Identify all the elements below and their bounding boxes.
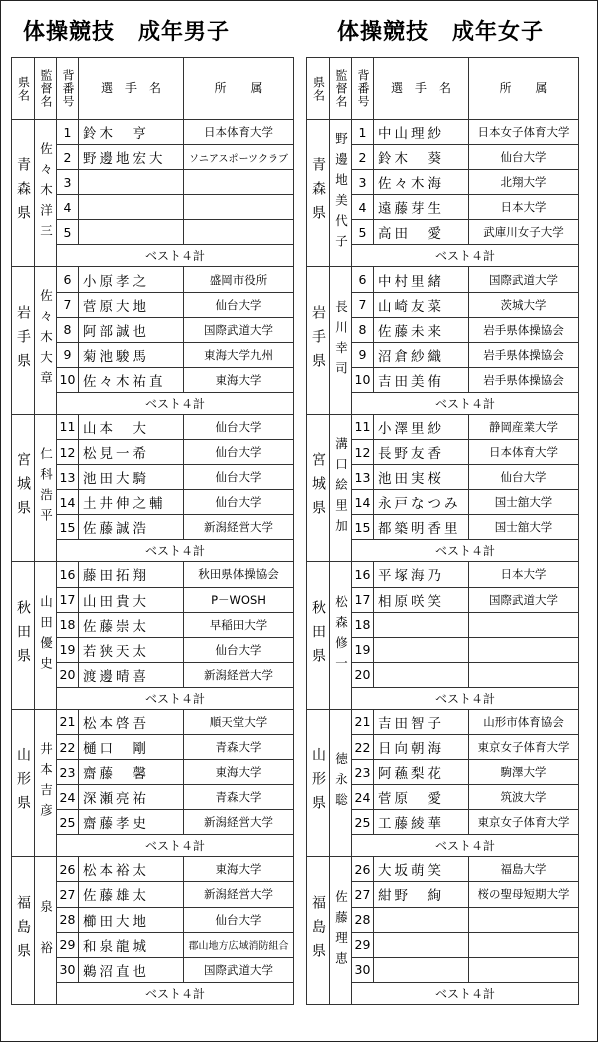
prefecture-cell	[12, 414, 35, 561]
affiliation-cell: 青森大学	[184, 734, 294, 759]
affiliation-cell: 岩手県体操協会	[469, 342, 579, 367]
prefecture-cell	[12, 267, 35, 414]
number-cell: 9	[352, 342, 374, 367]
table-row	[12, 709, 294, 734]
coach-cell-text: 佐藤理恵	[333, 889, 349, 972]
affiliation-cell	[184, 170, 294, 195]
number-cell: 1	[352, 120, 374, 145]
affiliation-cell: 新潟経営大学	[184, 515, 294, 540]
affiliation-cell: 青森大学	[184, 785, 294, 810]
affiliation-cell: P－WOSH	[184, 587, 294, 612]
affiliation-cell: 仙台大学	[184, 292, 294, 317]
number-cell: 17	[352, 587, 374, 612]
affiliation-cell: 北翔大学	[469, 170, 579, 195]
athlete-name-cell: 渡邊晴喜	[79, 662, 184, 687]
best4-total-label: ベスト４計	[57, 540, 294, 562]
best4-total-label: ベスト４計	[352, 540, 579, 562]
athlete-name-cell: 永戸なつみ	[374, 490, 469, 515]
affiliation-cell	[184, 220, 294, 245]
prefecture-cell	[12, 857, 35, 1004]
number-cell: 6	[57, 267, 79, 292]
affiliation-cell: 静岡産業大学	[469, 414, 579, 439]
affiliation-cell: 国際武道大学	[184, 317, 294, 342]
number-cell: 26	[352, 857, 374, 882]
athlete-name-cell: 佐藤誠浩	[79, 515, 184, 540]
number-cell: 16	[57, 562, 79, 587]
affiliation-cell	[469, 907, 579, 932]
coach-cell-text: 井本吉彦	[38, 742, 54, 825]
affiliation-cell: 岩手県体操協会	[469, 367, 579, 392]
athlete-name-cell: 藤田拓翔	[79, 562, 184, 587]
coach-cell	[35, 120, 57, 267]
affiliation-cell	[184, 195, 294, 220]
number-cell: 13	[57, 465, 79, 490]
coach-cell	[35, 267, 57, 414]
affiliation-cell	[469, 662, 579, 687]
affiliation-cell: 仙台大学	[469, 465, 579, 490]
affiliation-cell: 新潟経営大学	[184, 810, 294, 835]
number-cell: 24	[57, 785, 79, 810]
number-cell: 6	[352, 267, 374, 292]
coach-cell-text: 松森修一	[333, 594, 349, 677]
affiliation-cell: 福島大学	[469, 857, 579, 882]
affiliation-cell	[469, 932, 579, 957]
athlete-name-cell	[79, 170, 184, 195]
number-cell: 15	[57, 515, 79, 540]
number-cell: 2	[352, 145, 374, 170]
affiliation-cell: 郡山地方広域消防組合	[184, 932, 294, 957]
affiliation-cell: 日本体育大学	[469, 440, 579, 465]
header-coach: 監督名	[330, 58, 352, 120]
affiliation-cell: 山形市体育協会	[469, 709, 579, 734]
athlete-name-cell: 山本 大	[79, 414, 184, 439]
affiliation-cell: 仙台大学	[184, 465, 294, 490]
affiliation-cell: 筑波大学	[469, 785, 579, 810]
athlete-name-cell: 遠藤芽生	[374, 195, 469, 220]
prefecture-cell-text: 秋田県	[15, 599, 31, 672]
athlete-name-cell: 相原咲笑	[374, 587, 469, 612]
affiliation-cell: 日本体育大学	[184, 120, 294, 145]
prefecture-cell-text: 山形県	[310, 747, 326, 820]
number-cell: 29	[352, 932, 374, 957]
number-cell: 1	[57, 120, 79, 145]
number-cell: 30	[57, 957, 79, 982]
affiliation-cell: 順天堂大学	[184, 709, 294, 734]
number-cell: 19	[57, 637, 79, 662]
best4-total-label: ベスト４計	[57, 245, 294, 267]
affiliation-cell	[469, 612, 579, 637]
best4-total-label: ベスト４計	[352, 982, 579, 1004]
number-cell: 20	[352, 662, 374, 687]
athlete-name-cell: 鈴木 葵	[374, 145, 469, 170]
table-row	[307, 857, 579, 882]
athlete-name-cell: 大坂萌笑	[374, 857, 469, 882]
best4-total-label: ベスト４計	[57, 982, 294, 1004]
number-cell: 18	[57, 612, 79, 637]
number-cell: 27	[352, 882, 374, 907]
athlete-name-cell: 佐藤未来	[374, 317, 469, 342]
number-cell: 16	[352, 562, 374, 587]
number-cell: 10	[57, 367, 79, 392]
affiliation-cell: 仙台大学	[184, 907, 294, 932]
affiliation-cell: 仙台大学	[184, 637, 294, 662]
prefecture-cell	[12, 562, 35, 709]
coach-cell	[330, 857, 352, 1004]
affiliation-cell: 武庫川女子大学	[469, 220, 579, 245]
athlete-name-cell	[374, 957, 469, 982]
coach-cell-text: 徳永聡	[333, 752, 349, 814]
table-row	[307, 709, 579, 734]
athlete-name-cell: 菊池駿馬	[79, 342, 184, 367]
number-cell: 8	[57, 317, 79, 342]
athlete-name-cell: 山田貴大	[79, 587, 184, 612]
prefecture-cell	[307, 562, 330, 709]
athlete-name-cell: 松本啓吾	[79, 709, 184, 734]
coach-cell	[330, 267, 352, 414]
athlete-name-cell	[79, 220, 184, 245]
prefecture-cell	[307, 709, 330, 856]
affiliation-cell: 東海大学九州	[184, 342, 294, 367]
athlete-name-cell: 鈴木 亨	[79, 120, 184, 145]
athlete-name-cell: 佐藤雄太	[79, 882, 184, 907]
number-cell: 20	[57, 662, 79, 687]
number-cell: 2	[57, 145, 79, 170]
prefecture-cell-text: 岩手県	[15, 304, 31, 377]
athlete-name-cell: 高田 愛	[374, 220, 469, 245]
athlete-name-cell: 小澤里紗	[374, 414, 469, 439]
number-cell: 4	[352, 195, 374, 220]
affiliation-cell: 岩手県体操協会	[469, 317, 579, 342]
coach-cell-text: 泉 裕	[38, 899, 54, 962]
athlete-name-cell	[374, 662, 469, 687]
header-coach: 監督名	[35, 58, 57, 120]
number-cell: 14	[57, 490, 79, 515]
affiliation-cell: 国際武道大学	[184, 957, 294, 982]
athlete-name-cell	[374, 612, 469, 637]
prefecture-cell-text: 岩手県	[310, 304, 326, 377]
number-cell: 29	[57, 932, 79, 957]
coach-cell-text: 溝口絵里加	[333, 436, 349, 540]
best4-total-label: ベスト４計	[352, 245, 579, 267]
athlete-name-cell: 池田実桜	[374, 465, 469, 490]
prefecture-cell-text: 福島県	[310, 894, 326, 967]
athlete-name-cell: 工藤綾華	[374, 810, 469, 835]
athlete-name-cell: 阿部誠也	[79, 317, 184, 342]
athlete-name-cell: 若狭天太	[79, 637, 184, 662]
prefecture-cell	[307, 267, 330, 414]
header-athlete-name: 選 手 名	[374, 58, 469, 120]
prefecture-cell-text: 青森県	[15, 157, 31, 230]
athlete-name-cell: 山崎友菜	[374, 292, 469, 317]
best4-total-label: ベスト４計	[352, 687, 579, 709]
athlete-name-cell: 菅原 愛	[374, 785, 469, 810]
athlete-name-cell: 沼倉紗織	[374, 342, 469, 367]
athlete-name-cell: 日向朝海	[374, 734, 469, 759]
affiliation-cell: 桜の聖母短期大学	[469, 882, 579, 907]
number-cell: 9	[57, 342, 79, 367]
prefecture-cell-text: 宮城県	[310, 452, 326, 525]
table-row	[12, 267, 294, 292]
prefecture-cell	[12, 120, 35, 267]
prefecture-cell	[307, 120, 330, 267]
header-number: 背番号	[352, 58, 374, 120]
affiliation-cell: 日本大学	[469, 562, 579, 587]
affiliation-cell: 秋田県体操協会	[184, 562, 294, 587]
number-cell: 21	[57, 709, 79, 734]
affiliation-cell: 日本大学	[469, 195, 579, 220]
prefecture-cell-text: 青森県	[310, 157, 326, 230]
number-cell: 7	[352, 292, 374, 317]
number-cell: 17	[57, 587, 79, 612]
number-cell: 12	[352, 440, 374, 465]
coach-cell	[330, 562, 352, 709]
affiliation-cell: 茨城大学	[469, 292, 579, 317]
women-roster-table	[306, 57, 579, 1005]
athlete-name-cell	[374, 932, 469, 957]
number-cell: 25	[57, 810, 79, 835]
best4-total-label: ベスト４計	[57, 392, 294, 414]
best4-total-label: ベスト４計	[352, 392, 579, 414]
athlete-name-cell: 阿蘓梨花	[374, 760, 469, 785]
prefecture-cell	[307, 414, 330, 561]
athlete-name-cell: 土井伸之輔	[79, 490, 184, 515]
men-roster-table	[11, 57, 294, 1005]
number-cell: 15	[352, 515, 374, 540]
affiliation-cell: 国士舘大学	[469, 515, 579, 540]
athlete-name-cell: 中山理紗	[374, 120, 469, 145]
number-cell: 13	[352, 465, 374, 490]
number-cell: 18	[352, 612, 374, 637]
coach-cell-text: 佐々木大章	[38, 289, 54, 392]
athlete-name-cell	[374, 637, 469, 662]
athlete-name-cell: 吉田美侑	[374, 367, 469, 392]
header-athlete-name: 選 手 名	[79, 58, 184, 120]
number-cell: 21	[352, 709, 374, 734]
table-row	[307, 120, 579, 145]
table-row	[12, 120, 294, 145]
coach-cell	[35, 709, 57, 856]
header-number: 背番号	[57, 58, 79, 120]
number-cell: 25	[352, 810, 374, 835]
coach-cell	[330, 120, 352, 267]
number-cell: 11	[352, 414, 374, 439]
athlete-name-cell: 松本裕太	[79, 857, 184, 882]
best4-total-label: ベスト４計	[57, 687, 294, 709]
number-cell: 23	[352, 760, 374, 785]
header-prefecture: 県名	[12, 58, 35, 120]
athlete-name-cell: 池田大騎	[79, 465, 184, 490]
number-cell: 5	[57, 220, 79, 245]
women-title: 体操競技 成年女子	[337, 20, 545, 45]
table-row	[12, 414, 294, 439]
prefecture-cell-text: 秋田県	[310, 599, 326, 672]
number-cell: 11	[57, 414, 79, 439]
coach-cell-text: 長川幸司	[333, 299, 349, 382]
prefecture-cell-text: 宮城県	[15, 452, 31, 525]
athlete-name-cell: 佐々木祐直	[79, 367, 184, 392]
table-row	[307, 562, 579, 587]
affiliation-cell: 東海大学	[184, 760, 294, 785]
coach-cell	[35, 562, 57, 709]
affiliation-cell: 仙台大学	[184, 440, 294, 465]
number-cell: 22	[57, 734, 79, 759]
coach-cell-text: 仁科浩平	[38, 447, 54, 530]
number-cell: 3	[352, 170, 374, 195]
athlete-name-cell	[374, 907, 469, 932]
number-cell: 28	[57, 907, 79, 932]
athlete-name-cell: 深瀬亮祐	[79, 785, 184, 810]
athlete-name-cell: 平塚海乃	[374, 562, 469, 587]
table-row	[307, 414, 579, 439]
affiliation-cell: 東海大学	[184, 857, 294, 882]
men-title: 体操競技 成年男子	[23, 20, 231, 45]
affiliation-cell: 国際武道大学	[469, 267, 579, 292]
athlete-name-cell: 齋藤孝史	[79, 810, 184, 835]
coach-cell	[330, 709, 352, 856]
best4-total-label: ベスト４計	[352, 835, 579, 857]
affiliation-cell: 仙台大学	[184, 490, 294, 515]
athlete-name-cell: 小原孝之	[79, 267, 184, 292]
athlete-name-cell: 吉田智子	[374, 709, 469, 734]
coach-cell	[35, 414, 57, 561]
prefecture-cell	[307, 857, 330, 1004]
number-cell: 7	[57, 292, 79, 317]
coach-cell-text: 佐々木洋三	[38, 141, 54, 245]
affiliation-cell	[469, 957, 579, 982]
number-cell: 12	[57, 440, 79, 465]
affiliation-cell: 早稲田大学	[184, 612, 294, 637]
number-cell: 27	[57, 882, 79, 907]
coach-cell-text: 野邊地美代子	[333, 131, 349, 255]
affiliation-cell: 新潟経営大学	[184, 882, 294, 907]
athlete-name-cell: 長野友香	[374, 440, 469, 465]
number-cell: 8	[352, 317, 374, 342]
table-row	[307, 267, 579, 292]
prefecture-cell-text: 福島県	[15, 894, 31, 967]
number-cell: 19	[352, 637, 374, 662]
header-affiliation: 所 属	[184, 58, 294, 120]
prefecture-cell-text: 山形県	[15, 747, 31, 820]
number-cell: 26	[57, 857, 79, 882]
affiliation-cell: 東京女子体育大学	[469, 734, 579, 759]
athlete-name-cell: 菅原大地	[79, 292, 184, 317]
affiliation-cell: 盛岡市役所	[184, 267, 294, 292]
athlete-name-cell: 和泉龍城	[79, 932, 184, 957]
coach-cell-text: 山田優史	[38, 594, 54, 677]
athlete-name-cell: 佐藤崇太	[79, 612, 184, 637]
header-affiliation: 所 属	[469, 58, 579, 120]
athlete-name-cell: 都築明香里	[374, 515, 469, 540]
athlete-name-cell: 樋口 剛	[79, 734, 184, 759]
prefecture-cell	[12, 709, 35, 856]
coach-cell	[35, 857, 57, 1004]
athlete-name-cell: 齋藤 馨	[79, 760, 184, 785]
athlete-name-cell: 紺野 絢	[374, 882, 469, 907]
header-prefecture: 県名	[307, 58, 330, 120]
athlete-name-cell: 中村里緒	[374, 267, 469, 292]
affiliation-cell: ソニアスポーツクラブ	[184, 145, 294, 170]
affiliation-cell: 国士舘大学	[469, 490, 579, 515]
athlete-name-cell: 松見一希	[79, 440, 184, 465]
number-cell: 10	[352, 367, 374, 392]
table-row	[12, 857, 294, 882]
number-cell: 30	[352, 957, 374, 982]
number-cell: 3	[57, 170, 79, 195]
number-cell: 5	[352, 220, 374, 245]
number-cell: 22	[352, 734, 374, 759]
athlete-name-cell: 佐々木海	[374, 170, 469, 195]
number-cell: 24	[352, 785, 374, 810]
number-cell: 23	[57, 760, 79, 785]
athlete-name-cell: 鵜沼直也	[79, 957, 184, 982]
affiliation-cell: 仙台大学	[469, 145, 579, 170]
affiliation-cell: 新潟経営大学	[184, 662, 294, 687]
affiliation-cell: 駒澤大学	[469, 760, 579, 785]
athlete-name-cell: 野邊地宏大	[79, 145, 184, 170]
affiliation-cell: 東京女子体育大学	[469, 810, 579, 835]
athlete-name-cell: 櫛田大地	[79, 907, 184, 932]
number-cell: 28	[352, 907, 374, 932]
affiliation-cell: 東海大学	[184, 367, 294, 392]
affiliation-cell: 仙台大学	[184, 414, 294, 439]
athlete-name-cell	[79, 195, 184, 220]
best4-total-label: ベスト４計	[57, 835, 294, 857]
number-cell: 14	[352, 490, 374, 515]
affiliation-cell	[469, 637, 579, 662]
coach-cell	[330, 414, 352, 561]
number-cell: 4	[57, 195, 79, 220]
table-row	[12, 562, 294, 587]
affiliation-cell: 国際武道大学	[469, 587, 579, 612]
affiliation-cell: 日本女子体育大学	[469, 120, 579, 145]
